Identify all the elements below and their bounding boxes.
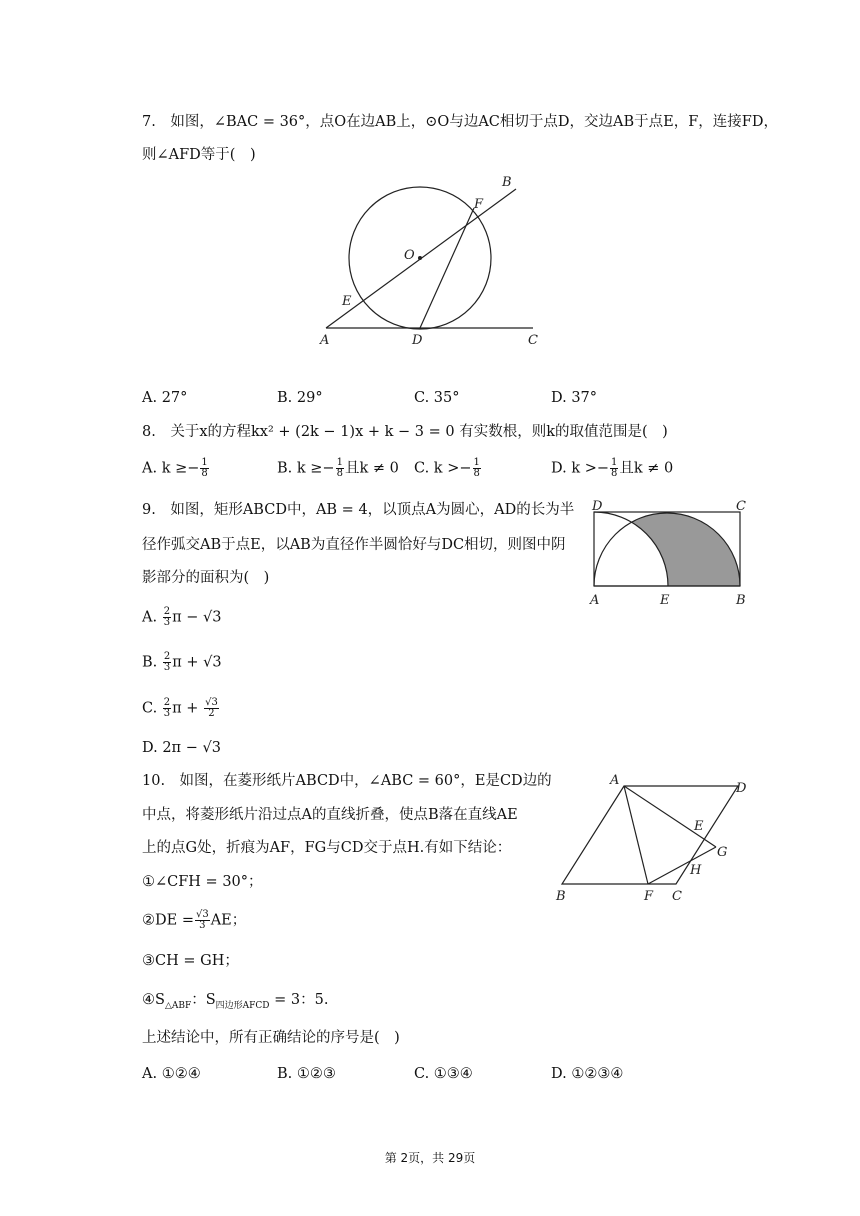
q7-label-F: F — [474, 197, 484, 212]
q10-conclusion-2-fraction: $\frac{√3}{3}$ — [195, 909, 209, 931]
q7-stem-line2: 则∠AFD等于( ) — [142, 147, 256, 163]
q7-label-O: O — [404, 248, 415, 263]
q10-conclusion-4-suffix: = 3：5. — [269, 992, 329, 1008]
q10-option-d: D. ①②③④ — [551, 1066, 624, 1082]
q8-option-c-fraction: $\frac{1}{8}$ — [473, 457, 480, 479]
q8-option-a-fraction: $\frac{1}{8}$ — [201, 457, 208, 479]
q10-stem-line1: 10. 如图，在菱形纸片ABCD中，∠ABC = 60°，E是CD边的 — [142, 773, 552, 789]
q9-option-d: D. 2π − √3 — [142, 740, 221, 756]
q9-label-C: C — [736, 499, 746, 514]
q10-ask: 上述结论中，所有正确结论的序号是( ) — [142, 1030, 400, 1046]
q8-option-b-prefix: B. k ≥− — [277, 460, 335, 477]
q9-label-B: B — [736, 593, 746, 608]
q9-option-c — [142, 698, 220, 719]
q10-line-AF — [624, 786, 648, 884]
q9-stem-line1: 9. 如图，矩形ABCD中，AB = 4，以顶点A为圆心，AD的长为半 — [142, 502, 575, 518]
q10-conclusion-3: ③CH = GH； — [142, 953, 239, 969]
q9-option-a-fraction: $\frac{2}{3}$ — [163, 606, 171, 628]
q10-conclusion-4-prefix: ④S — [142, 992, 165, 1008]
q10-option-a: A. ①②④ — [142, 1066, 201, 1082]
q10-rhombus — [562, 786, 738, 884]
q10-label-B: B — [556, 889, 566, 904]
q9-label-A: A — [590, 593, 600, 608]
q8-option-b-suffix: 且k ≠ 0 — [344, 460, 399, 477]
q8-option-d-prefix: D. k >− — [551, 460, 610, 477]
q7-figure — [312, 168, 562, 353]
q10-line-FG — [648, 847, 716, 884]
q7-line-FD — [420, 208, 474, 328]
q8-stem: 8. 关于x的方程kx² + (2k − 1)x + k − 3 = 0 有实数根，则k的取值范围是( ) — [142, 424, 668, 440]
q7-center-dot — [418, 256, 422, 260]
q9-label-D: D — [592, 499, 603, 514]
q7-label-D: D — [412, 333, 423, 348]
q8-option-d-fraction: $\frac{1}{8}$ — [611, 457, 618, 479]
q10-label-F: F — [644, 889, 654, 904]
q10-conclusion-4 — [142, 990, 328, 1016]
q9-figure — [586, 496, 756, 611]
q9-option-a-label: A. — [142, 609, 158, 626]
q7-option-d: D. 37° — [551, 390, 598, 406]
q9-stem-line2: 径作弧交AB于点E，以AB为直径作半圆恰好与DC相切，则图中阴 — [142, 537, 566, 553]
q9-stem-line3: 影部分的面积为( ) — [142, 570, 270, 586]
q9-option-c-fraction: $\frac{2}{3}$ — [163, 697, 171, 719]
q10-label-E: E — [694, 819, 704, 834]
q10-label-A: A — [610, 773, 620, 788]
q10-label-C: C — [672, 889, 682, 904]
q10-conclusion-4-sub2: 四边形AFCD — [215, 1000, 270, 1011]
q9-option-a-tail: π − √3 — [172, 609, 222, 626]
q7-label-E: E — [342, 294, 352, 309]
q7-label-B: B — [502, 175, 512, 190]
q10-conclusion-2-prefix: ②DE = — [142, 912, 194, 929]
q10-conclusion-4-sub1: △ABF — [164, 1000, 192, 1011]
q10-line-AG — [624, 786, 716, 847]
q7-label-C: C — [528, 333, 538, 348]
q9-option-b-fraction: $\frac{2}{3}$ — [163, 651, 171, 673]
q10-stem-line3: 上的点G处，折痕为AF，FG与CD交于点H.有如下结论： — [142, 840, 512, 856]
q9-option-c-fraction2: $\frac{√3}{2}$ — [205, 697, 218, 719]
q10-option-b: B. ①②③ — [277, 1066, 336, 1082]
q10-conclusion-2-suffix: AE； — [210, 912, 247, 929]
q7-stem-line1: 7. 如图，∠BAC = 36°，点O在边AB上，⊙O与边AC相切于点D，交边AB于点E，F，连接FD， — [142, 114, 778, 130]
q7-option-c: C. 35° — [414, 390, 460, 406]
q9-option-c-label: C. — [142, 700, 158, 717]
q10-label-G: G — [717, 845, 728, 860]
q10-conclusion-4-mid: ：S — [191, 992, 216, 1008]
q7-option-b: B. 29° — [277, 390, 323, 406]
q8-option-b — [277, 458, 399, 479]
q7-option-a: A. 27° — [142, 390, 188, 406]
q9-option-a — [142, 607, 221, 628]
q10-label-H: H — [690, 863, 702, 878]
q9-label-E: E — [660, 593, 670, 608]
q8-option-d — [551, 458, 673, 479]
page-footer: 第 2页，共 29页 — [384, 1151, 476, 1165]
q10-figure — [548, 768, 758, 908]
q8-option-c — [414, 458, 482, 479]
q8-option-d-suffix: 且k ≠ 0 — [619, 460, 674, 477]
q8-option-a-prefix: A. k ≥− — [142, 460, 200, 477]
q8-option-a — [142, 458, 210, 479]
q9-option-b — [142, 652, 222, 673]
q10-option-c: C. ①③④ — [414, 1066, 473, 1082]
q8-option-b-fraction: $\frac{1}{8}$ — [336, 457, 343, 479]
q10-conclusion-1: ①∠CFH = 30°； — [142, 874, 263, 890]
q10-conclusion-2 — [142, 910, 246, 931]
q8-option-c-prefix: C. k >− — [414, 460, 472, 477]
q9-option-b-tail: π + √3 — [172, 654, 222, 671]
q7-label-A: A — [320, 333, 330, 348]
q9-option-c-mid: π + — [172, 700, 199, 717]
q9-option-b-label: B. — [142, 654, 158, 671]
q10-stem-line2: 中点，将菱形纸片沿过点A的直线折叠，使点B落在直线AE — [142, 807, 518, 823]
q10-label-D: D — [736, 781, 747, 796]
